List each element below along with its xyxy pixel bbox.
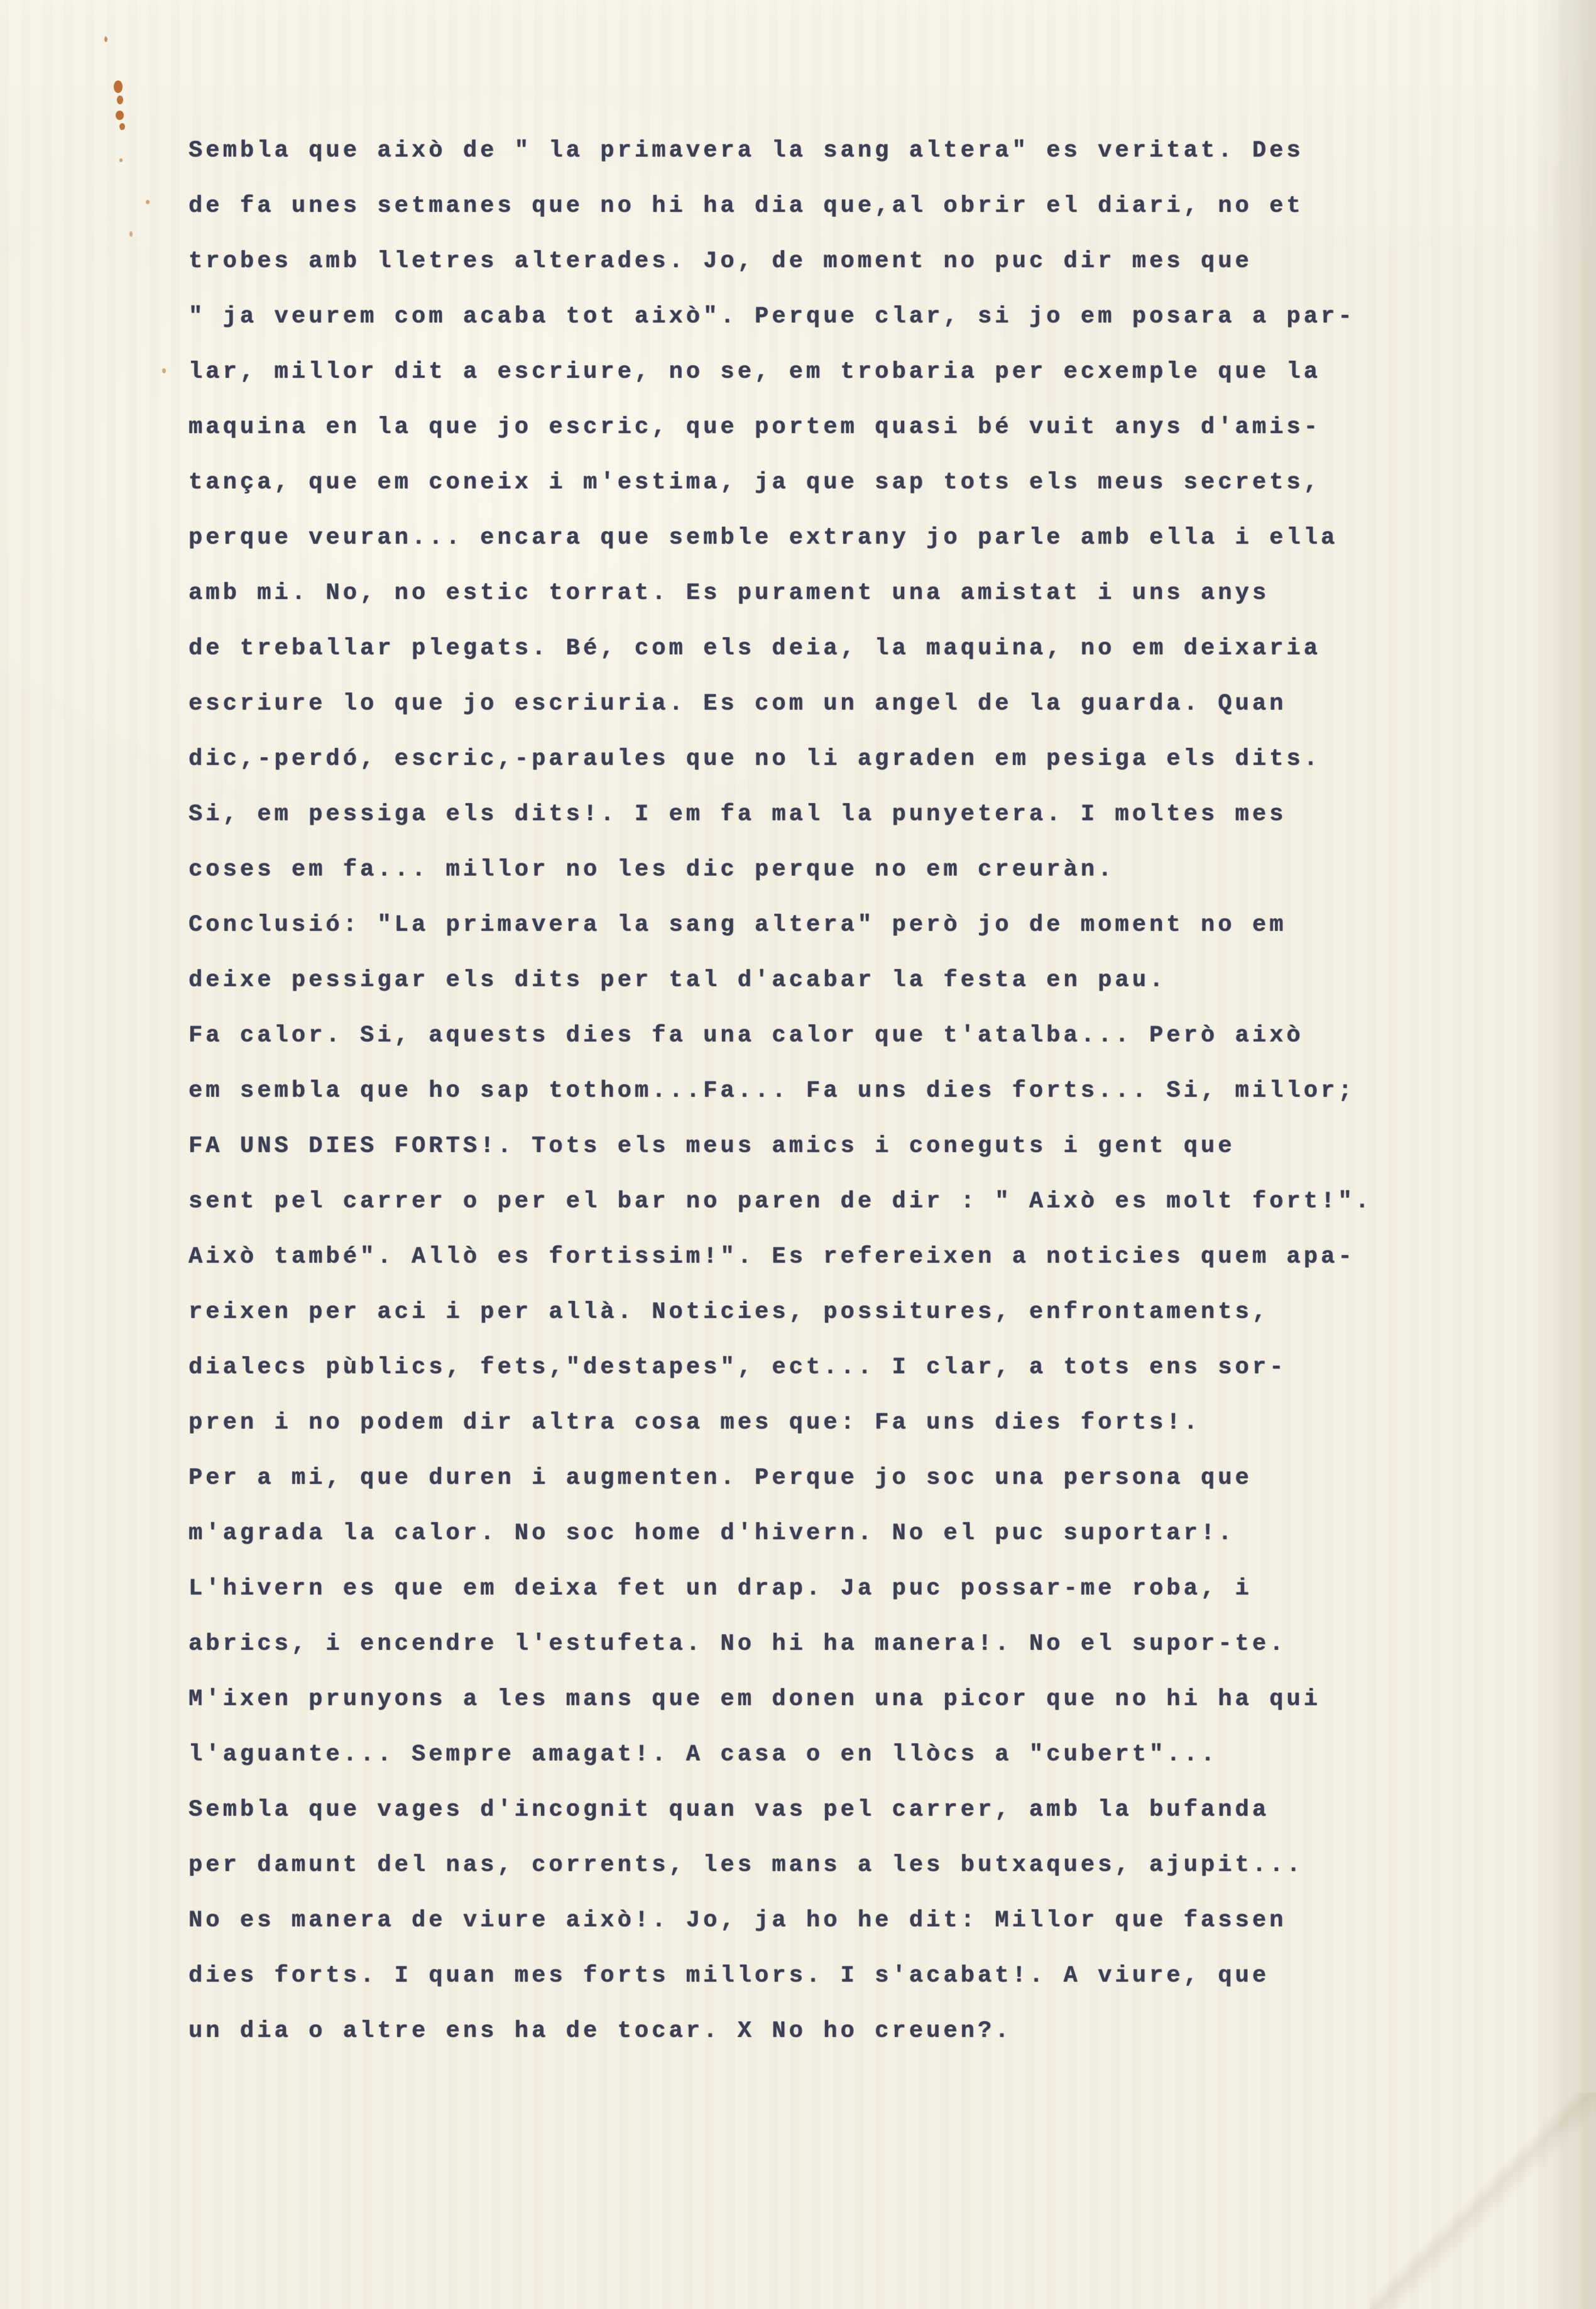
text-line: de treballar plegats. Bé, com els deia, la maquina, no em deixaria xyxy=(189,635,1321,662)
text-line: dic,-perdó, escric,-paraules que no li agraden em pesiga els dits. xyxy=(189,746,1321,772)
text-line: Sembla que vages d'incognit quan vas pel carrer, amb la bufanda xyxy=(189,1797,1270,1823)
text-line: l'aguante... Sempre amagat!. A casa o en llòcs a "cubert"... xyxy=(189,1741,1218,1768)
text-line: dies forts. I quan mes forts millors. I s'acabat!. A viure, que xyxy=(189,1963,1270,1989)
rust-stain xyxy=(119,123,125,130)
text-line: M'ixen prunyons a les mans que em donen una picor que no hi ha qui xyxy=(189,1686,1321,1713)
text-line: per damunt del nas, corrents, les mans a les butxaques, ajupit... xyxy=(189,1852,1304,1878)
text-line: m'agrada la calor. No soc home d'hivern. No el puc suportar!. xyxy=(189,1520,1235,1547)
text-line: Això també". Allò es fortissim!". Es refereixen a noticies quem apa- xyxy=(189,1244,1355,1270)
text-line: perque veuran... encara que semble extrany jo parle amb ella i ella xyxy=(189,525,1338,551)
text-line: reixen per aci i per allà. Noticies, possitures, enfrontaments, xyxy=(189,1299,1270,1325)
text-line: trobes amb lletres alterades. Jo, de moment no puc dir mes que xyxy=(189,248,1252,275)
text-line: sent pel carrer o per el bar no paren de dir : " Això es molt fort!". xyxy=(189,1188,1372,1215)
typewritten-text xyxy=(189,123,1489,2059)
text-line: No es manera de viure això!. Jo, ja ho he dit: Millor que fassen xyxy=(189,1907,1287,1934)
text-line: Sembla que això de " la primavera la sang altera" es veritat. Des xyxy=(189,138,1304,164)
text-line: de fa unes setmanes que no hi ha dia que,al obrir el diari, no et xyxy=(189,193,1304,219)
rust-stain xyxy=(114,80,123,93)
text-line: escriure lo que jo escriuria. Es com un angel de la guarda. Quan xyxy=(189,691,1287,717)
text-line: pren i no podem dir altra cosa mes que: Fa uns dies forts!. xyxy=(189,1410,1201,1436)
text-line: abrics, i encendre l'estufeta. No hi ha manera!. No el supor-te. xyxy=(189,1631,1287,1657)
rust-stain xyxy=(117,96,123,104)
rust-stain xyxy=(116,111,124,120)
text-line: amb mi. No, no estic torrat. Es purament una amistat i uns anys xyxy=(189,580,1270,606)
text-line: " ja veurem com acaba tot això". Perque clar, si jo em posara a par- xyxy=(189,304,1355,330)
text-line: Fa calor. Si, aquests dies fa una calor que t'atalba... Però això xyxy=(189,1023,1304,1049)
paper-crease xyxy=(1370,2093,1596,2309)
text-line: Si, em pessiga els dits!. I em fa mal la punyetera. I moltes mes xyxy=(189,801,1287,828)
text-line: FA UNS DIES FORTS!. Tots els meus amics i coneguts i gent que xyxy=(189,1133,1235,1160)
text-line: deixe pessigar els dits per tal d'acabar la festa en pau. xyxy=(189,967,1167,994)
rust-speck xyxy=(104,36,107,42)
text-line: coses em fa... millor no les dic perque no em creuràn. xyxy=(189,857,1115,883)
rust-speck xyxy=(146,200,150,204)
text-line: Per a mi, que duren i augmenten. Perque jo soc una persona que xyxy=(189,1465,1252,1491)
text-line: L'hivern es que em deixa fet un drap. Ja puc possar-me roba, i xyxy=(189,1576,1252,1602)
text-line: Conclusió: "La primavera la sang altera" però jo de moment no em xyxy=(189,912,1287,938)
text-line: un dia o altre ens ha de tocar. X No ho creuen?. xyxy=(189,2018,1012,2044)
text-line: em sembla que ho sap tothom...Fa... Fa uns dies forts... Si, millor; xyxy=(189,1078,1355,1104)
rust-speck xyxy=(162,368,166,373)
text-line: dialecs pùblics, fets,"destapes", ect... I clar, a tots ens sor- xyxy=(189,1354,1287,1381)
text-line: maquina en la que jo escric, que portem quasi bé vuit anys d'amis- xyxy=(189,414,1321,441)
text-line: tança, que em coneix i m'estima, ja que sap tots els meus secrets, xyxy=(189,469,1321,496)
rust-speck xyxy=(119,158,123,162)
rust-speck xyxy=(129,231,133,237)
text-line: lar, millor dit a escriure, no se, em trobaria per ecxemple que la xyxy=(189,359,1321,385)
